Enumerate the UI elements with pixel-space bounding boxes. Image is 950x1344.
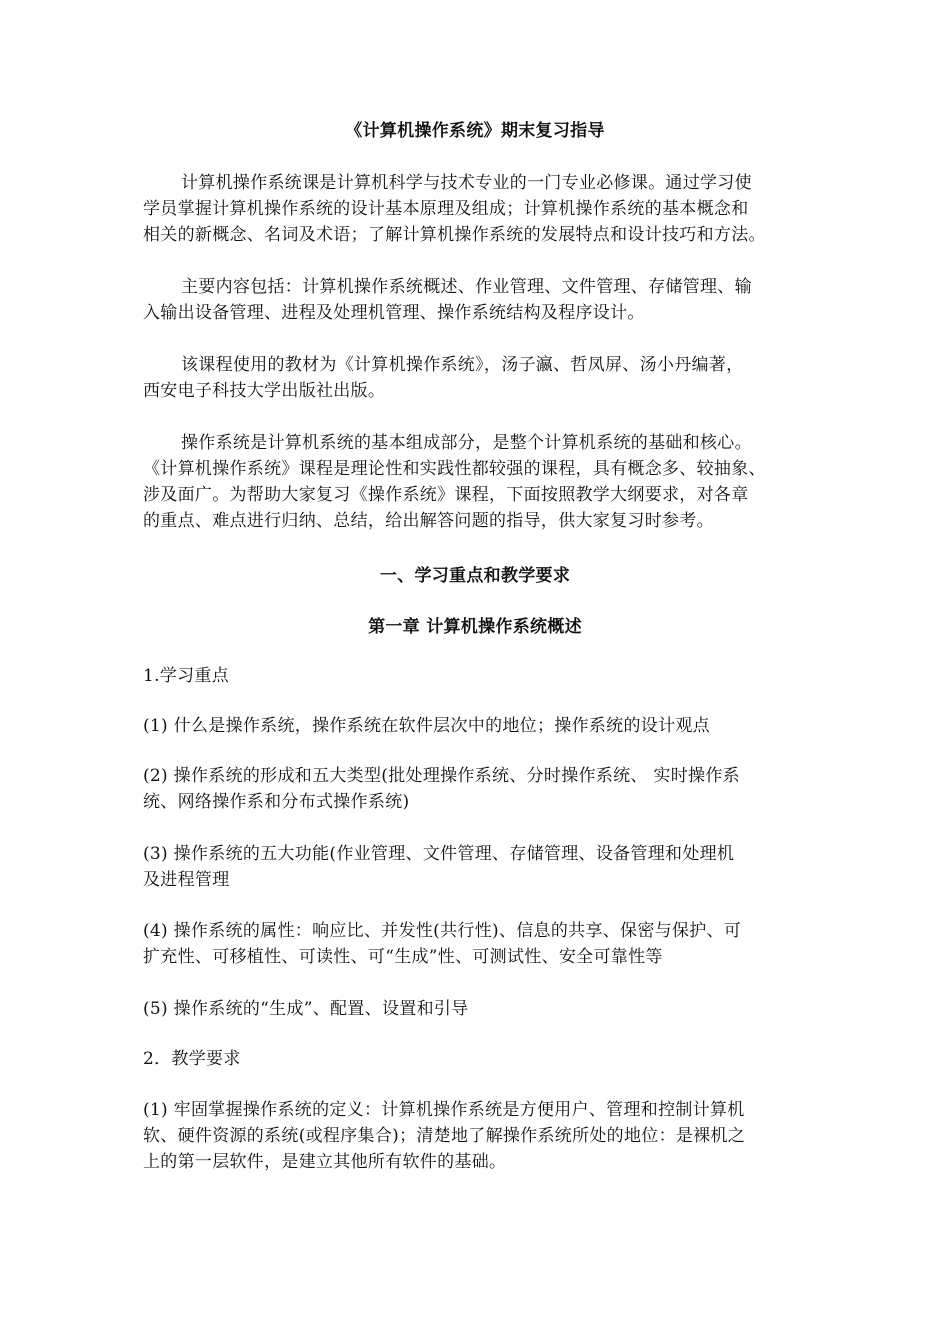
focus-heading: 1.学习重点	[143, 666, 230, 686]
focus-item-2-line-2: 统、网络操作系和分布式操作系统)	[143, 792, 410, 812]
intro-p1-line-3: 相关的新概念、名词及术语；了解计算机操作系统的发展特点和设计技巧和方法。	[143, 225, 766, 245]
focus-item-2-line-1: (2) 操作系统的形成和五大类型(批处理操作系统、分时操作系统、 实时操作系	[143, 766, 740, 786]
focus-item-5: (5) 操作系统的“生成”、配置、设置和引导	[143, 999, 469, 1019]
requirements-heading: 2．教学要求	[143, 1049, 241, 1069]
focus-item-4-line-2: 扩充性、可移植性、可读性、可“生成”性、可测试性、安全可靠性等	[143, 947, 663, 967]
intro-p4-line-4: 的重点、难点进行归纳、总结，给出解答问题的指导，供大家复习时参考。	[143, 511, 714, 531]
focus-item-3-line-1: (3) 操作系统的五大功能(作业管理、文件管理、存储管理、设备管理和处理机	[143, 844, 735, 864]
intro-p3-line-1: 该课程使用的教材为《计算机操作系统》，汤子瀛、哲凤屏、汤小丹编著，	[181, 355, 744, 375]
focus-item-1: (1) 什么是操作系统，操作系统在软件层次中的地位；操作系统的设计观点	[143, 716, 710, 736]
requirement-item-1-line-3: 上的第一层软件，是建立其他所有软件的基础。	[143, 1152, 507, 1172]
requirement-item-1-line-1: (1) 牢固掌握操作系统的定义：计算机操作系统是方便用户、管理和控制计算机	[143, 1100, 745, 1120]
intro-p2-line-1: 主要内容包括：计算机操作系统概述、作业管理、文件管理、存储管理、输	[181, 277, 752, 297]
intro-p4-line-1: 操作系统是计算机系统的基本组成部分，是整个计算机系统的基础和核心。	[181, 433, 752, 453]
intro-p3-line-2: 西安电子科技大学出版社出版。	[143, 381, 386, 401]
intro-p1-line-1: 计算机操作系统课是计算机科学与技术专业的一门专业必修课。通过学习使	[181, 173, 752, 193]
intro-p2-line-2: 入输出设备管理、进程及处理机管理、操作系统结构及程序设计。	[143, 303, 645, 323]
focus-item-3-line-2: 及进程管理	[143, 870, 230, 890]
section-title: 一、学习重点和教学要求	[379, 566, 571, 586]
intro-p1-line-2: 学员掌握计算机操作系统的设计基本原理及组成；计算机操作系统的基本概念和	[143, 199, 749, 219]
requirement-item-1-line-2: 软、硬件资源的系统(或程序集合)；清楚地了解操作系统所处的地位：是裸机之	[143, 1126, 746, 1146]
intro-p4-line-3: 涉及面广。为帮助大家复习《操作系统》课程，下面按照教学大纲要求，对各章	[143, 485, 749, 505]
chapter-title: 第一章 计算机操作系统概述	[368, 617, 582, 637]
document-title: 《计算机操作系统》期末复习指导	[345, 121, 605, 141]
intro-p4-line-2: 《计算机操作系统》课程是理论性和实践性都较强的课程，具有概念多、较抽象、	[143, 459, 766, 479]
focus-item-4-line-1: (4) 操作系统的属性：响应比、并发性(共行性)、信息的共享、保密与保护、可	[143, 921, 742, 941]
